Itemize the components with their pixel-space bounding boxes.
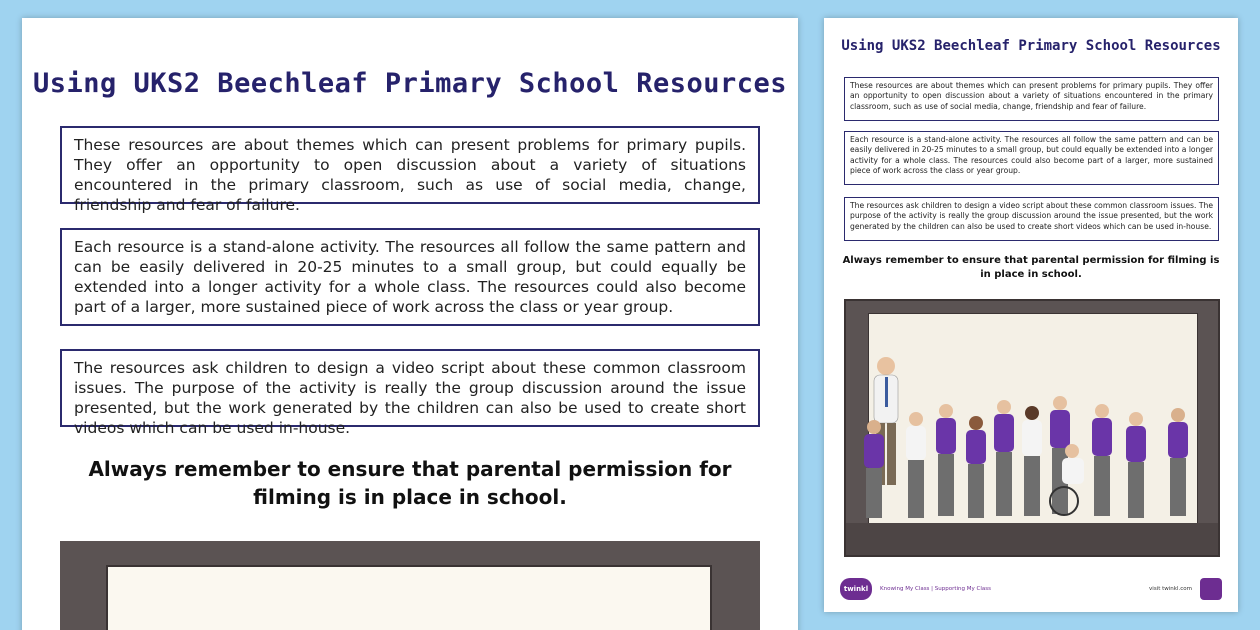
document-page-large <box>22 18 798 630</box>
thumbnail-reminder: Always remember to ensure that parental permission for filming is in place in school. <box>842 255 1220 280</box>
thumbnail-video-box: The resources ask children to design a video script about these common classroom issues. The purpose of the activity is really the group discussion around the issue presented, but the work generated by the children can also be used to create short videos which can be used in-house. <box>844 197 1219 241</box>
classroom-photo-frame <box>60 541 760 630</box>
pupil-figures <box>864 396 1188 518</box>
footer-url: visit twinkl.com <box>1149 586 1192 592</box>
thumbnail-title: Using UKS2 Beechleaf Primary School Resources <box>841 38 1221 54</box>
intro-paragraph-box: These resources are about themes which can present problems for primary pupils. They offer an opportunity to open discussion about a variety of situations encountered in the primary classroom, such as use of social media, change, friendship and fear of failure. <box>60 126 760 204</box>
pupils-group-illustration <box>846 301 1222 559</box>
whiteboard <box>106 565 712 630</box>
activity-paragraph-box: Each resource is a stand-alone activity. The resources all follow the same pattern and can be easily delivered in 20-25 minutes to a small group, but could equally be extended into a longer activity for a whole class. The resources could also become part of a larger, more sustained piece of work across the class or year group. <box>60 228 760 326</box>
twinkl-logo: twinkl <box>840 578 872 600</box>
classroom-illustration <box>844 299 1220 557</box>
document-page-thumbnail <box>824 18 1238 612</box>
permission-reminder: Always remember to ensure that parental permission for filming is in place in school. <box>88 457 732 509</box>
video-paragraph-box: The resources ask children to design a video script about these common classroom issues. The purpose of the activity is really the group discussion around the issue presented, but the work generated by the children can also be used to create short videos which can be used in-house. <box>60 349 760 427</box>
quality-badge-icon <box>1200 578 1222 600</box>
thumbnail-activity-box: Each resource is a stand-alone activity. The resources all follow the same pattern and can be easily delivered in 20-25 minutes to a small group, but could equally be extended into a longer activity for a whole class. The resources could also become part of a larger, more sustained piece of work across the class or year group. <box>844 131 1219 185</box>
thumbnail-intro-box: These resources are about themes which can present problems for primary pupils. They offer an opportunity to open discussion about a variety of situations encountered in the primary classroom, such as use of social media, change, friendship and fear of failure. <box>844 77 1219 121</box>
page-footer <box>840 576 1222 602</box>
page-title: Using UKS2 Beechleaf Primary School Resources <box>33 68 787 99</box>
footer-breadcrumb: Knowing My Class | Supporting My Class <box>880 586 991 592</box>
